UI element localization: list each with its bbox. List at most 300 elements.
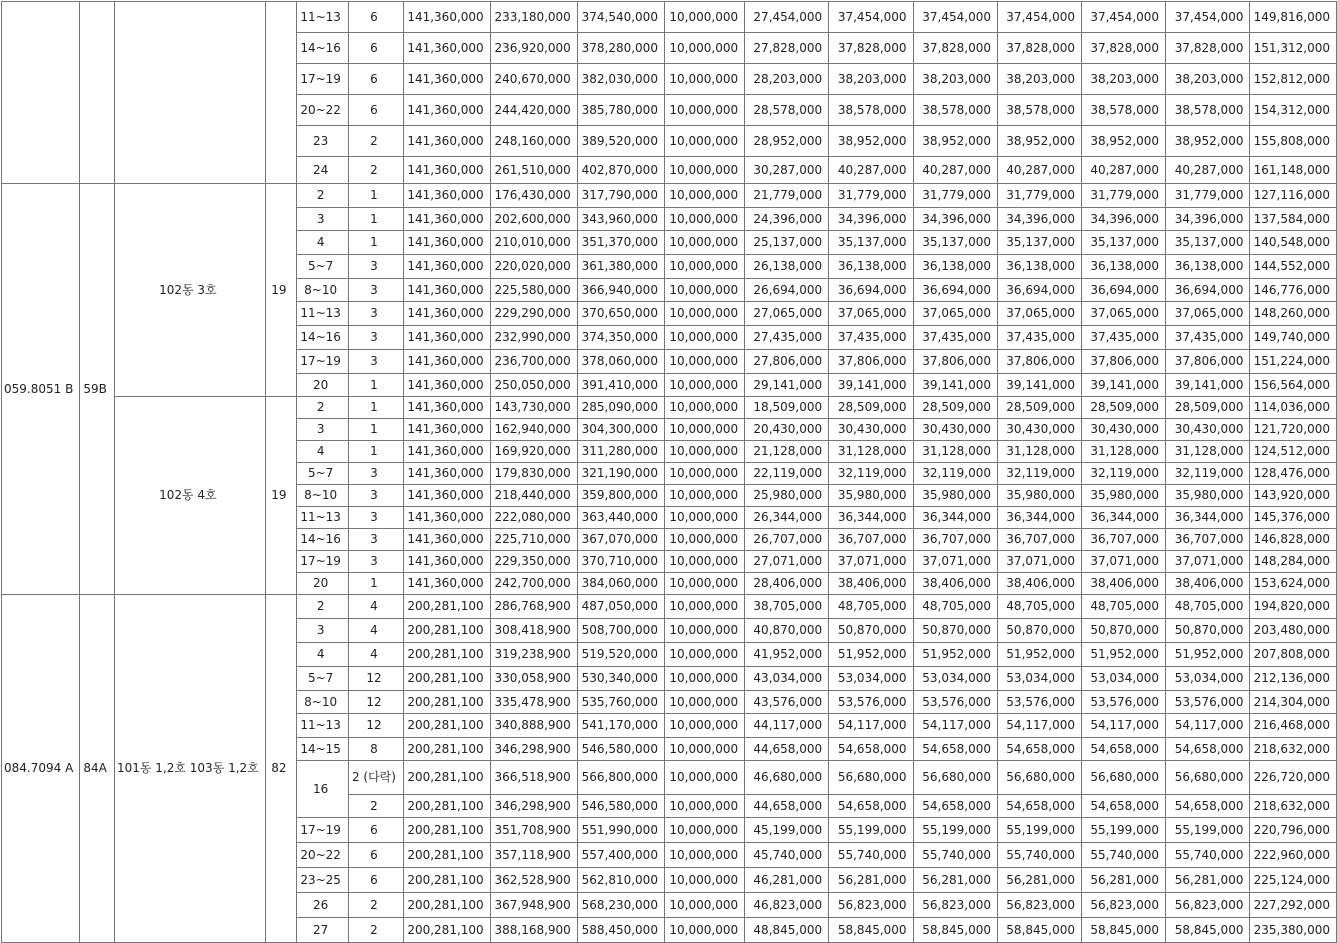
contract-deposit-cell: 10,000,000 (664, 157, 744, 184)
land-price-cell: 200,281,100 (403, 893, 490, 918)
total-price-cell: 370,650,000 (577, 302, 664, 326)
interim-3-cell: 37,806,000 (997, 350, 1081, 374)
final-balance-cell: 161,148,000 (1250, 157, 1337, 184)
interim-1-cell: 34,396,000 (829, 208, 913, 231)
contract-deposit-cell: 10,000,000 (664, 507, 744, 529)
contract-deposit-cell: 10,000,000 (664, 2, 744, 33)
total-price-cell: 487,050,000 (577, 595, 664, 619)
land-price-cell: 141,360,000 (403, 2, 490, 33)
interim-4-cell: 54,658,000 (1082, 795, 1166, 818)
contract-deposit-cell: 10,000,000 (664, 667, 744, 691)
interim-1-cell: 37,806,000 (829, 350, 913, 374)
floor-cell: 3 (296, 619, 348, 643)
land-price-cell: 141,360,000 (403, 350, 490, 374)
contract-deposit-cell: 10,000,000 (664, 126, 744, 157)
building-price-cell: 225,710,000 (490, 529, 577, 551)
unit-cell (114, 2, 265, 184)
land-price-cell: 141,360,000 (403, 157, 490, 184)
interim-5-cell: 28,509,000 (1166, 397, 1250, 419)
contract-balance-cell: 26,694,000 (745, 279, 829, 302)
interim-2-cell: 39,141,000 (913, 374, 997, 397)
final-balance-cell: 154,312,000 (1250, 95, 1337, 126)
total-price-cell: 546,580,000 (577, 795, 664, 818)
final-balance-cell: 155,808,000 (1250, 126, 1337, 157)
building-price-cell: 210,010,000 (490, 231, 577, 255)
building-price-cell: 169,920,000 (490, 441, 577, 463)
contract-balance-cell: 28,578,000 (745, 95, 829, 126)
final-balance-cell: 220,796,000 (1250, 818, 1337, 843)
contract-deposit-cell: 10,000,000 (664, 231, 744, 255)
contract-deposit-cell: 10,000,000 (664, 397, 744, 419)
interim-1-cell: 54,117,000 (829, 714, 913, 738)
table-body (2, 2, 1337, 943)
interim-1-cell: 39,141,000 (829, 374, 913, 397)
contract-deposit-cell: 10,000,000 (664, 738, 744, 761)
land-price-cell: 141,360,000 (403, 326, 490, 350)
table-row (2, 397, 1337, 419)
interim-2-cell: 38,578,000 (913, 95, 997, 126)
contract-balance-cell: 45,740,000 (745, 843, 829, 868)
contract-balance-cell: 46,680,000 (745, 761, 829, 795)
building-price-cell: 346,298,900 (490, 738, 577, 761)
interim-1-cell: 55,740,000 (829, 843, 913, 868)
building-price-cell: 236,920,000 (490, 33, 577, 64)
final-balance-cell: 214,304,000 (1250, 691, 1337, 714)
contract-balance-cell: 43,576,000 (745, 691, 829, 714)
households-cell: 2 (349, 795, 403, 818)
interim-5-cell: 54,658,000 (1166, 738, 1250, 761)
contract-deposit-cell: 10,000,000 (664, 441, 744, 463)
interim-2-cell: 31,128,000 (913, 441, 997, 463)
interim-3-cell: 38,952,000 (997, 126, 1081, 157)
total-price-cell: 374,350,000 (577, 326, 664, 350)
interim-4-cell: 54,658,000 (1082, 738, 1166, 761)
interim-5-cell: 30,430,000 (1166, 419, 1250, 441)
interim-1-cell: 56,680,000 (829, 761, 913, 795)
land-price-cell: 141,360,000 (403, 231, 490, 255)
interim-3-cell: 37,454,000 (997, 2, 1081, 33)
contract-balance-cell: 46,281,000 (745, 868, 829, 893)
interim-2-cell: 40,287,000 (913, 157, 997, 184)
interim-2-cell: 38,952,000 (913, 126, 997, 157)
land-price-cell: 141,360,000 (403, 184, 490, 208)
households-cell: 6 (349, 2, 403, 33)
contract-deposit-cell: 10,000,000 (664, 595, 744, 619)
households-cell: 4 (349, 619, 403, 643)
interim-2-cell: 56,823,000 (913, 893, 997, 918)
interim-1-cell: 37,828,000 (829, 33, 913, 64)
interim-2-cell: 54,658,000 (913, 738, 997, 761)
building-price-cell: 176,430,000 (490, 184, 577, 208)
interim-5-cell: 36,138,000 (1166, 255, 1250, 279)
interim-4-cell: 51,952,000 (1082, 643, 1166, 667)
total-price-cell: 311,280,000 (577, 441, 664, 463)
interim-5-cell: 32,119,000 (1166, 463, 1250, 485)
floor-cell: 23~25 (296, 868, 348, 893)
contract-deposit-cell: 10,000,000 (664, 918, 744, 943)
interim-2-cell: 30,430,000 (913, 419, 997, 441)
building-price-cell: 351,708,900 (490, 818, 577, 843)
households-cell: 3 (349, 255, 403, 279)
total-price-cell: 304,300,000 (577, 419, 664, 441)
interim-5-cell: 31,779,000 (1166, 184, 1250, 208)
total-price-cell: 566,800,000 (577, 761, 664, 795)
interim-1-cell: 35,980,000 (829, 485, 913, 507)
floor-cell: 20~22 (296, 95, 348, 126)
interim-3-cell: 38,578,000 (997, 95, 1081, 126)
interim-4-cell: 36,344,000 (1082, 507, 1166, 529)
building-price-cell: 319,238,900 (490, 643, 577, 667)
interim-5-cell: 55,740,000 (1166, 843, 1250, 868)
floor-cell: 4 (296, 231, 348, 255)
land-price-cell: 141,360,000 (403, 485, 490, 507)
contract-balance-cell: 26,344,000 (745, 507, 829, 529)
contract-balance-cell: 25,137,000 (745, 231, 829, 255)
final-balance-cell: 153,624,000 (1250, 573, 1337, 595)
land-price-cell: 141,360,000 (403, 573, 490, 595)
interim-1-cell: 55,199,000 (829, 818, 913, 843)
final-balance-cell: 145,376,000 (1250, 507, 1337, 529)
interim-5-cell: 36,344,000 (1166, 507, 1250, 529)
interim-3-cell: 38,406,000 (997, 573, 1081, 595)
interim-5-cell: 38,952,000 (1166, 126, 1250, 157)
contract-deposit-cell: 10,000,000 (664, 643, 744, 667)
final-balance-cell: 235,380,000 (1250, 918, 1337, 943)
final-balance-cell: 137,584,000 (1250, 208, 1337, 231)
floor-cell: 3 (296, 208, 348, 231)
households-cell: 1 (349, 419, 403, 441)
contract-balance-cell: 27,435,000 (745, 326, 829, 350)
interim-3-cell: 37,065,000 (997, 302, 1081, 326)
area-cell (2, 2, 80, 184)
total-price-cell: 321,190,000 (577, 463, 664, 485)
land-price-cell: 141,360,000 (403, 126, 490, 157)
contract-balance-cell: 45,199,000 (745, 818, 829, 843)
contract-deposit-cell: 10,000,000 (664, 818, 744, 843)
households-cell: 3 (349, 302, 403, 326)
final-balance-cell: 218,632,000 (1250, 795, 1337, 818)
interim-4-cell: 54,117,000 (1082, 714, 1166, 738)
building-price-cell: 229,290,000 (490, 302, 577, 326)
interim-2-cell: 38,406,000 (913, 573, 997, 595)
land-price-cell: 141,360,000 (403, 529, 490, 551)
final-balance-cell: 225,124,000 (1250, 868, 1337, 893)
contract-deposit-cell: 10,000,000 (664, 419, 744, 441)
contract-deposit-cell: 10,000,000 (664, 529, 744, 551)
floor-cell: 17~19 (296, 551, 348, 573)
interim-2-cell: 36,344,000 (913, 507, 997, 529)
total-price-cell: 530,340,000 (577, 667, 664, 691)
contract-balance-cell: 26,707,000 (745, 529, 829, 551)
households-cell: 6 (349, 843, 403, 868)
interim-3-cell: 54,658,000 (997, 795, 1081, 818)
households-cell: 4 (349, 643, 403, 667)
total-price-cell: 343,960,000 (577, 208, 664, 231)
building-price-cell: 242,700,000 (490, 573, 577, 595)
land-price-cell: 200,281,100 (403, 818, 490, 843)
interim-1-cell: 28,509,000 (829, 397, 913, 419)
building-price-cell: 229,350,000 (490, 551, 577, 573)
floor-cell: 4 (296, 643, 348, 667)
interim-5-cell: 40,287,000 (1166, 157, 1250, 184)
contract-balance-cell: 21,128,000 (745, 441, 829, 463)
floor-cell: 26 (296, 893, 348, 918)
households-cell: 6 (349, 818, 403, 843)
interim-1-cell: 30,430,000 (829, 419, 913, 441)
households-cell: 2 (349, 126, 403, 157)
building-price-cell: 244,420,000 (490, 95, 577, 126)
interim-4-cell: 56,823,000 (1082, 893, 1166, 918)
land-price-cell: 141,360,000 (403, 441, 490, 463)
contract-deposit-cell: 10,000,000 (664, 485, 744, 507)
total-price-cell: 551,990,000 (577, 818, 664, 843)
total-price-cell: 541,170,000 (577, 714, 664, 738)
floor-cell: 11~13 (296, 507, 348, 529)
households-cell: 12 (349, 714, 403, 738)
final-balance-cell: 143,920,000 (1250, 485, 1337, 507)
contract-deposit-cell: 10,000,000 (664, 761, 744, 795)
interim-4-cell: 37,071,000 (1082, 551, 1166, 573)
households-cell: 12 (349, 667, 403, 691)
floor-cell: 11~13 (296, 302, 348, 326)
interim-4-cell: 39,141,000 (1082, 374, 1166, 397)
building-price-cell: 233,180,000 (490, 2, 577, 33)
interim-5-cell: 37,828,000 (1166, 33, 1250, 64)
building-price-cell: 357,118,900 (490, 843, 577, 868)
interim-1-cell: 48,705,000 (829, 595, 913, 619)
interim-3-cell: 54,117,000 (997, 714, 1081, 738)
interim-5-cell: 38,578,000 (1166, 95, 1250, 126)
total-price-cell: 588,450,000 (577, 918, 664, 943)
contract-deposit-cell: 10,000,000 (664, 279, 744, 302)
contract-deposit-cell: 10,000,000 (664, 868, 744, 893)
floor-cell: 5~7 (296, 463, 348, 485)
building-price-cell: 162,940,000 (490, 419, 577, 441)
contract-deposit-cell: 10,000,000 (664, 795, 744, 818)
interim-1-cell: 36,138,000 (829, 255, 913, 279)
interim-5-cell: 56,823,000 (1166, 893, 1250, 918)
building-price-cell: 388,168,900 (490, 918, 577, 943)
interim-5-cell: 37,065,000 (1166, 302, 1250, 326)
total-price-cell: 363,440,000 (577, 507, 664, 529)
households-cell: 3 (349, 551, 403, 573)
interim-1-cell: 58,845,000 (829, 918, 913, 943)
interim-4-cell: 53,576,000 (1082, 691, 1166, 714)
households-cell: 1 (349, 184, 403, 208)
interim-5-cell: 53,576,000 (1166, 691, 1250, 714)
interim-2-cell: 54,117,000 (913, 714, 997, 738)
interim-5-cell: 36,694,000 (1166, 279, 1250, 302)
price-table (1, 1, 1337, 943)
contract-balance-cell: 44,658,000 (745, 795, 829, 818)
interim-2-cell: 37,071,000 (913, 551, 997, 573)
interim-3-cell: 37,828,000 (997, 33, 1081, 64)
contract-balance-cell: 18,509,000 (745, 397, 829, 419)
total-price-cell: 508,700,000 (577, 619, 664, 643)
interim-4-cell: 48,705,000 (1082, 595, 1166, 619)
interim-4-cell: 38,952,000 (1082, 126, 1166, 157)
interim-2-cell: 37,065,000 (913, 302, 997, 326)
interim-3-cell: 36,138,000 (997, 255, 1081, 279)
land-price-cell: 141,360,000 (403, 279, 490, 302)
total-price-cell: 366,940,000 (577, 279, 664, 302)
households-cell: 6 (349, 868, 403, 893)
floor-cell: 17~19 (296, 350, 348, 374)
interim-5-cell: 39,141,000 (1166, 374, 1250, 397)
households-cell: 1 (349, 208, 403, 231)
total-price-cell: 568,230,000 (577, 893, 664, 918)
land-price-cell: 200,281,100 (403, 795, 490, 818)
interim-2-cell: 36,138,000 (913, 255, 997, 279)
interim-1-cell: 53,034,000 (829, 667, 913, 691)
count-cell: 19 (265, 397, 296, 595)
contract-balance-cell: 26,138,000 (745, 255, 829, 279)
interim-1-cell: 50,870,000 (829, 619, 913, 643)
interim-4-cell: 37,065,000 (1082, 302, 1166, 326)
contract-balance-cell: 44,658,000 (745, 738, 829, 761)
interim-5-cell: 36,707,000 (1166, 529, 1250, 551)
final-balance-cell: 140,548,000 (1250, 231, 1337, 255)
interim-1-cell: 35,137,000 (829, 231, 913, 255)
land-price-cell: 200,281,100 (403, 691, 490, 714)
interim-3-cell: 53,034,000 (997, 667, 1081, 691)
interim-2-cell: 36,707,000 (913, 529, 997, 551)
interim-1-cell: 37,065,000 (829, 302, 913, 326)
interim-1-cell: 56,281,000 (829, 868, 913, 893)
contract-balance-cell: 29,141,000 (745, 374, 829, 397)
building-price-cell: 218,440,000 (490, 485, 577, 507)
floor-cell: 5~7 (296, 667, 348, 691)
interim-5-cell: 53,034,000 (1166, 667, 1250, 691)
total-price-cell: 535,760,000 (577, 691, 664, 714)
interim-4-cell: 30,430,000 (1082, 419, 1166, 441)
total-price-cell: 402,870,000 (577, 157, 664, 184)
interim-2-cell: 37,828,000 (913, 33, 997, 64)
interim-4-cell: 50,870,000 (1082, 619, 1166, 643)
table-row (2, 595, 1337, 619)
final-balance-cell: 194,820,000 (1250, 595, 1337, 619)
interim-4-cell: 31,128,000 (1082, 441, 1166, 463)
households-cell: 3 (349, 485, 403, 507)
final-balance-cell: 148,284,000 (1250, 551, 1337, 573)
final-balance-cell: 207,808,000 (1250, 643, 1337, 667)
interim-2-cell: 58,845,000 (913, 918, 997, 943)
land-price-cell: 141,360,000 (403, 374, 490, 397)
count-cell: 19 (265, 184, 296, 397)
type-cell (80, 2, 115, 184)
contract-deposit-cell: 10,000,000 (664, 184, 744, 208)
interim-4-cell: 31,779,000 (1082, 184, 1166, 208)
floor-cell: 23 (296, 126, 348, 157)
interim-3-cell: 31,128,000 (997, 441, 1081, 463)
land-price-cell: 141,360,000 (403, 507, 490, 529)
building-price-cell: 366,518,900 (490, 761, 577, 795)
interim-4-cell: 35,980,000 (1082, 485, 1166, 507)
interim-2-cell: 37,435,000 (913, 326, 997, 350)
floor-cell: 8~10 (296, 485, 348, 507)
floor-cell: 2 (296, 184, 348, 208)
floor-cell: 20 (296, 573, 348, 595)
interim-3-cell: 58,845,000 (997, 918, 1081, 943)
interim-3-cell: 56,281,000 (997, 868, 1081, 893)
interim-2-cell: 56,281,000 (913, 868, 997, 893)
floor-cell: 2 (296, 397, 348, 419)
interim-5-cell: 35,137,000 (1166, 231, 1250, 255)
contract-deposit-cell: 10,000,000 (664, 573, 744, 595)
interim-2-cell: 53,576,000 (913, 691, 997, 714)
interim-3-cell: 50,870,000 (997, 619, 1081, 643)
interim-4-cell: 55,199,000 (1082, 818, 1166, 843)
total-price-cell: 359,800,000 (577, 485, 664, 507)
final-balance-cell: 216,468,000 (1250, 714, 1337, 738)
interim-5-cell: 37,454,000 (1166, 2, 1250, 33)
land-price-cell: 200,281,100 (403, 868, 490, 893)
contract-deposit-cell: 10,000,000 (664, 463, 744, 485)
total-price-cell: 385,780,000 (577, 95, 664, 126)
total-price-cell: 367,070,000 (577, 529, 664, 551)
interim-3-cell: 40,287,000 (997, 157, 1081, 184)
interim-3-cell: 36,344,000 (997, 507, 1081, 529)
contract-balance-cell: 27,828,000 (745, 33, 829, 64)
contract-balance-cell: 24,396,000 (745, 208, 829, 231)
contract-balance-cell: 27,454,000 (745, 2, 829, 33)
interim-3-cell: 34,396,000 (997, 208, 1081, 231)
interim-5-cell: 37,071,000 (1166, 551, 1250, 573)
interim-2-cell: 55,740,000 (913, 843, 997, 868)
interim-4-cell: 34,396,000 (1082, 208, 1166, 231)
building-price-cell: 250,050,000 (490, 374, 577, 397)
interim-5-cell: 51,952,000 (1166, 643, 1250, 667)
households-cell: 2 (다락) (349, 761, 403, 795)
final-balance-cell: 152,812,000 (1250, 64, 1337, 95)
interim-4-cell: 36,694,000 (1082, 279, 1166, 302)
interim-1-cell: 31,779,000 (829, 184, 913, 208)
interim-1-cell: 37,071,000 (829, 551, 913, 573)
interim-5-cell: 31,128,000 (1166, 441, 1250, 463)
floor-cell: 17~19 (296, 818, 348, 843)
interim-5-cell: 38,406,000 (1166, 573, 1250, 595)
contract-balance-cell: 43,034,000 (745, 667, 829, 691)
total-price-cell: 370,710,000 (577, 551, 664, 573)
building-price-cell: 236,700,000 (490, 350, 577, 374)
final-balance-cell: 144,552,000 (1250, 255, 1337, 279)
interim-1-cell: 40,287,000 (829, 157, 913, 184)
total-price-cell: 382,030,000 (577, 64, 664, 95)
total-price-cell: 391,410,000 (577, 374, 664, 397)
interim-2-cell: 28,509,000 (913, 397, 997, 419)
interim-2-cell: 38,203,000 (913, 64, 997, 95)
interim-3-cell: 36,707,000 (997, 529, 1081, 551)
interim-3-cell: 55,740,000 (997, 843, 1081, 868)
total-price-cell: 351,370,000 (577, 231, 664, 255)
contract-deposit-cell: 10,000,000 (664, 714, 744, 738)
final-balance-cell: 149,740,000 (1250, 326, 1337, 350)
final-balance-cell: 149,816,000 (1250, 2, 1337, 33)
building-price-cell: 362,528,900 (490, 868, 577, 893)
interim-1-cell: 36,694,000 (829, 279, 913, 302)
final-balance-cell: 227,292,000 (1250, 893, 1337, 918)
floor-cell: 17~19 (296, 64, 348, 95)
building-price-cell: 308,418,900 (490, 619, 577, 643)
total-price-cell: 562,810,000 (577, 868, 664, 893)
building-price-cell: 222,080,000 (490, 507, 577, 529)
total-price-cell: 389,520,000 (577, 126, 664, 157)
interim-4-cell: 56,281,000 (1082, 868, 1166, 893)
building-price-cell: 220,020,000 (490, 255, 577, 279)
households-cell: 8 (349, 738, 403, 761)
households-cell: 12 (349, 691, 403, 714)
interim-1-cell: 37,454,000 (829, 2, 913, 33)
